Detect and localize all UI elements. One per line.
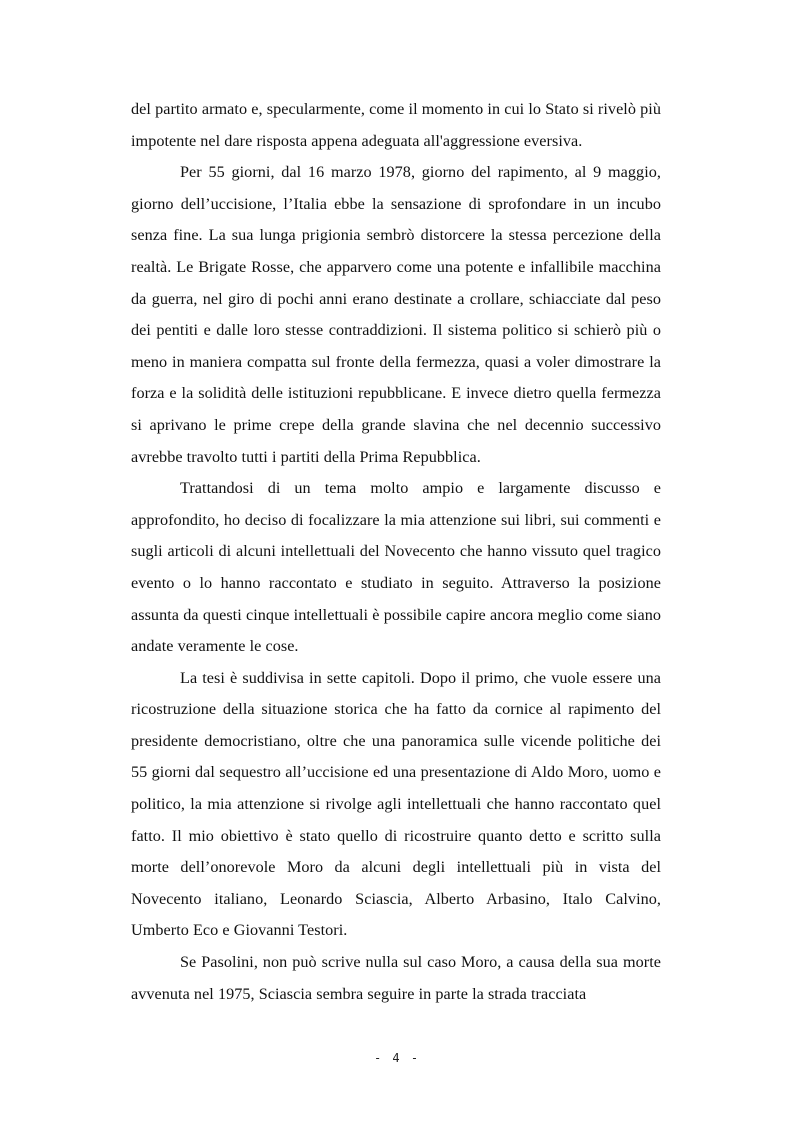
paragraph-pasolini-sciascia: Se Pasolini, non può scrive nulla sul caso Moro, a causa della sua morte avvenuta nel 1975, Sciascia sembra seguire in parte la strada tracciata (131, 953, 661, 1003)
paragraph-thesis-structure: La tesi è suddivisa in sette capitoli. Dopo il primo, che vuole essere una ricostruzione della situazione storica che ha fatto da cornice al rapimento del presidente democristiano, oltre che una panoramica sulle vicende politiche dei 55 giorni dal sequestro all’uccisione ed una presentazione di Aldo Moro, uomo e politico, la mia attenzione si rivolge agli intellettuali che hanno raccontato quel fatto. Il mio obiettivo è stato quello di ricostruire quanto detto e scritto sulla morte dell’onorevole Moro da alcuni degli intellettuali più in vista del Novecento italiano, Leonardo Sciascia, Alberto Arbasino, Italo Calvino, Umberto Eco e Giovanni Testori. (131, 668, 661, 940)
paragraph-continuation: del partito armato e, specularmente, come il momento in cui lo Stato si rivelò più impotente nel dare risposta appena adeguata all'aggressione eversiva. (131, 100, 661, 150)
page-number: - 4 - (373, 1051, 421, 1065)
paragraph-moro-kidnapping: Per 55 giorni, dal 16 marzo 1978, giorno del rapimento, al 9 maggio, giorno dell’uccisione, l’Italia ebbe la sensazione di sprofondare in un incubo senza fine. La sua lunga prigionia sembrò distorcere la stessa percezione della realtà. Le Brigate Rosse, che apparvero come una potente e infallibile macchina da guerra, nel giro di pochi anni erano destinate a crollare, schiacciate dal peso dei pentiti e dalle loro stesse contraddizioni. Il sistema politico si schierò più o meno in maniera compatta sul fronte della fermezza, quasi a voler dimostrare la forza e la solidità delle istituzioni repubblicane. E invece dietro quella fermezza si aprivano le prime crepe della grande slavina che nel decennio successivo avrebbe travolto tutti i partiti della Prima Repubblica. (131, 163, 661, 466)
page-body (131, 94, 661, 1010)
paragraph-thesis-focus: Trattandosi di un tema molto ampio e largamente discusso e approfondito, ho deciso di focalizzare la mia attenzione sui libri, sui commenti e sugli articoli di alcuni intellettuali del Novecento che hanno vissuto quel tragico evento o lo hanno raccontato e studiato in seguito. Attraverso la posizione assunta da questi cinque intellettuali è possibile capire ancora meglio come siano andate veramente le cose. (131, 479, 661, 656)
